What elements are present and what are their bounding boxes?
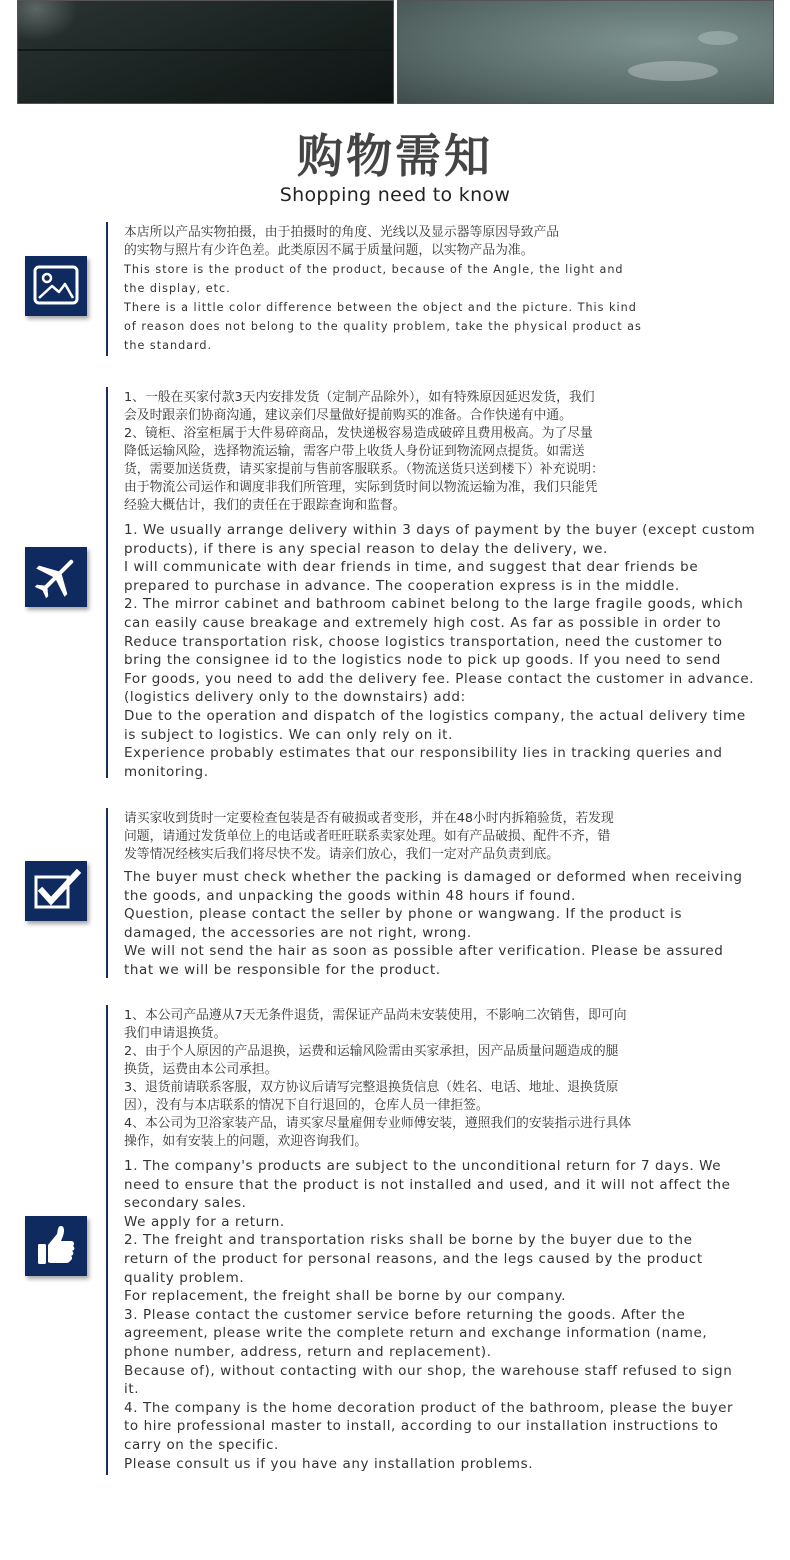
section-text-cn: 1、本公司产品遵从7天无条件退货，需保证产品尚未安装使用，不影响二次销售，即可向 我们申请退换货。 2、由于个人原因的产品退换，运费和运输风险需由买家承担，因产品质量问题造成的腿 换货，运费由本公司承担。 3、退货前请联系客服，双方协议后请写完整退换货信息（姓名、电话、地址、退换货原 因），没有与本店联系的情况下自行退回的，仓库人员一律拒签。 4、本公司为卫浴家装产品，请买家尽量雇佣专业师傅安装，遵照我们的安装指示进行具体 操作，如有安装上的问题，欢迎咨询我们。: [124, 1008, 632, 1149]
section-color-difference: [0, 222, 790, 356]
thumbs-up-icon: [25, 1216, 87, 1276]
checkbox-icon: [25, 861, 87, 921]
section-text-en: The buyer must check whether the packing is damaged or deformed when receiving the goods, and unpacking the goods within 48 hours if found. Question, please contact the seller by phone or wangwang. If the product is damaged, the accessories are not right, wrong. We will not send the hair as soon as possible after verification. Please be assured that we will be responsible for the product.: [124, 869, 743, 978]
page-subtitle: Shopping need to know: [279, 184, 511, 206]
section-text-cn: 1、一般在买家付款3天内安排发货（定制产品除外），如有特殊原因延迟发货，我们 会及时跟亲们协商沟通，建议亲们尽量做好提前购买的准备。合作快递有中通。 2、镜柜、浴室柜属于大件易碎商品，发快递极容易造成破碎且费用极高。为了尽量 降低运输风险，选择物流运输，需客户带上收货人身份证到物流网点提货。如需送 货，需要加送货费，请买家提前与售前客服联系。（物流送货只送到楼下）补充说明： 由于物流公司运作和调度非我们所管理，实际到货时间以物流运输为准，我们只能凭 经验大概估计，我们的责任在于跟踪查询和监督。: [124, 390, 604, 513]
airplane-icon: [25, 547, 87, 607]
product-photo-dark: [17, 0, 394, 104]
section-divider: [106, 222, 108, 356]
product-photo-marble: [397, 0, 774, 104]
section-divider: [106, 387, 108, 778]
section-divider: [106, 1005, 108, 1475]
product-photos: [0, 0, 790, 108]
section-text-cn: 请买家收到货时一定要检查包装是否有破损或者变形，并在48小时内拆箱验货，若发现 问题，请通过发货单位上的电话或者旺旺联系卖家处理。如有产品破损、配件不齐，错 发等情况经核实后我们将尽快不发。请亲们放心，我们一定对产品负责到底。: [124, 811, 614, 862]
section-text-en: 1. The company's products are subject to the unconditional return for 7 days. We need to ensure that the product is not installed and used, and it will not affect the secondary sales. We apply for a return. 2. The freight and transportation risks shall be borne by the buyer due to the return of the product for personal reasons, and the legs caused by the product quality problem. For replacement, the freight shall be borne by our company. 3. Please contact the customer service before returning the goods. After the agreement, please write the complete return and exchange information (name, phone number, address, return and replacement). Because of), without contacting with our shop, the warehouse staff refused to sign it. 4. The company is the home decoration product of the bathroom, please the buyer to hire professional master to install, according to our installation instructions to carry on the specific. Please consult us if you have any installation problems.: [124, 1158, 734, 1472]
page-title: 购物需知: [297, 129, 493, 183]
section-delivery: [0, 387, 790, 778]
section-text-cn: 本店所以产品实物拍摄，由于拍摄时的角度、光线以及显示器等原因导致产品 的实物与照片有少许色差。此类原因不属于质量问题，以实物产品为准。: [124, 225, 560, 258]
image-icon: [25, 256, 87, 316]
section-text-en: This store is the product of the product, because of the Angle, the light and the display, etc. There is a little color difference between the object and the picture. This kind of reason does not belong to the quality problem, take the physical product as the standard.: [124, 263, 642, 352]
section-text-en: 1. We usually arrange delivery within 3 days of payment by the buyer (except custom products), if there is any special reason to delay the delivery, we. I will communicate with dear friends in time, and suggest that dear friends be prepared to purchase in advance. The cooperation express is in the middle. 2. The mirror cabinet and bathroom cabinet belong to the large fragile goods, which can easily cause breakage and extremely high cost. As far as possible in order to Reduce transportation risk, choose logistics transportation, need the customer to bring the consignee id to the logistics node to pick up goods. If you need to send For goods, you need to add the delivery fee. Please contact the customer in advance. (logistics delivery only to the downstairs) add: Due to the operation and dispatch of the logistics company, the actual delivery time is subject to logistics. We can only rely on it. Experience probably estimates that our responsibility lies in tracking queries and monitoring.: [124, 522, 756, 780]
section-divider: [106, 808, 108, 978]
section-inspection: [0, 808, 790, 978]
section-returns: [0, 1005, 790, 1475]
